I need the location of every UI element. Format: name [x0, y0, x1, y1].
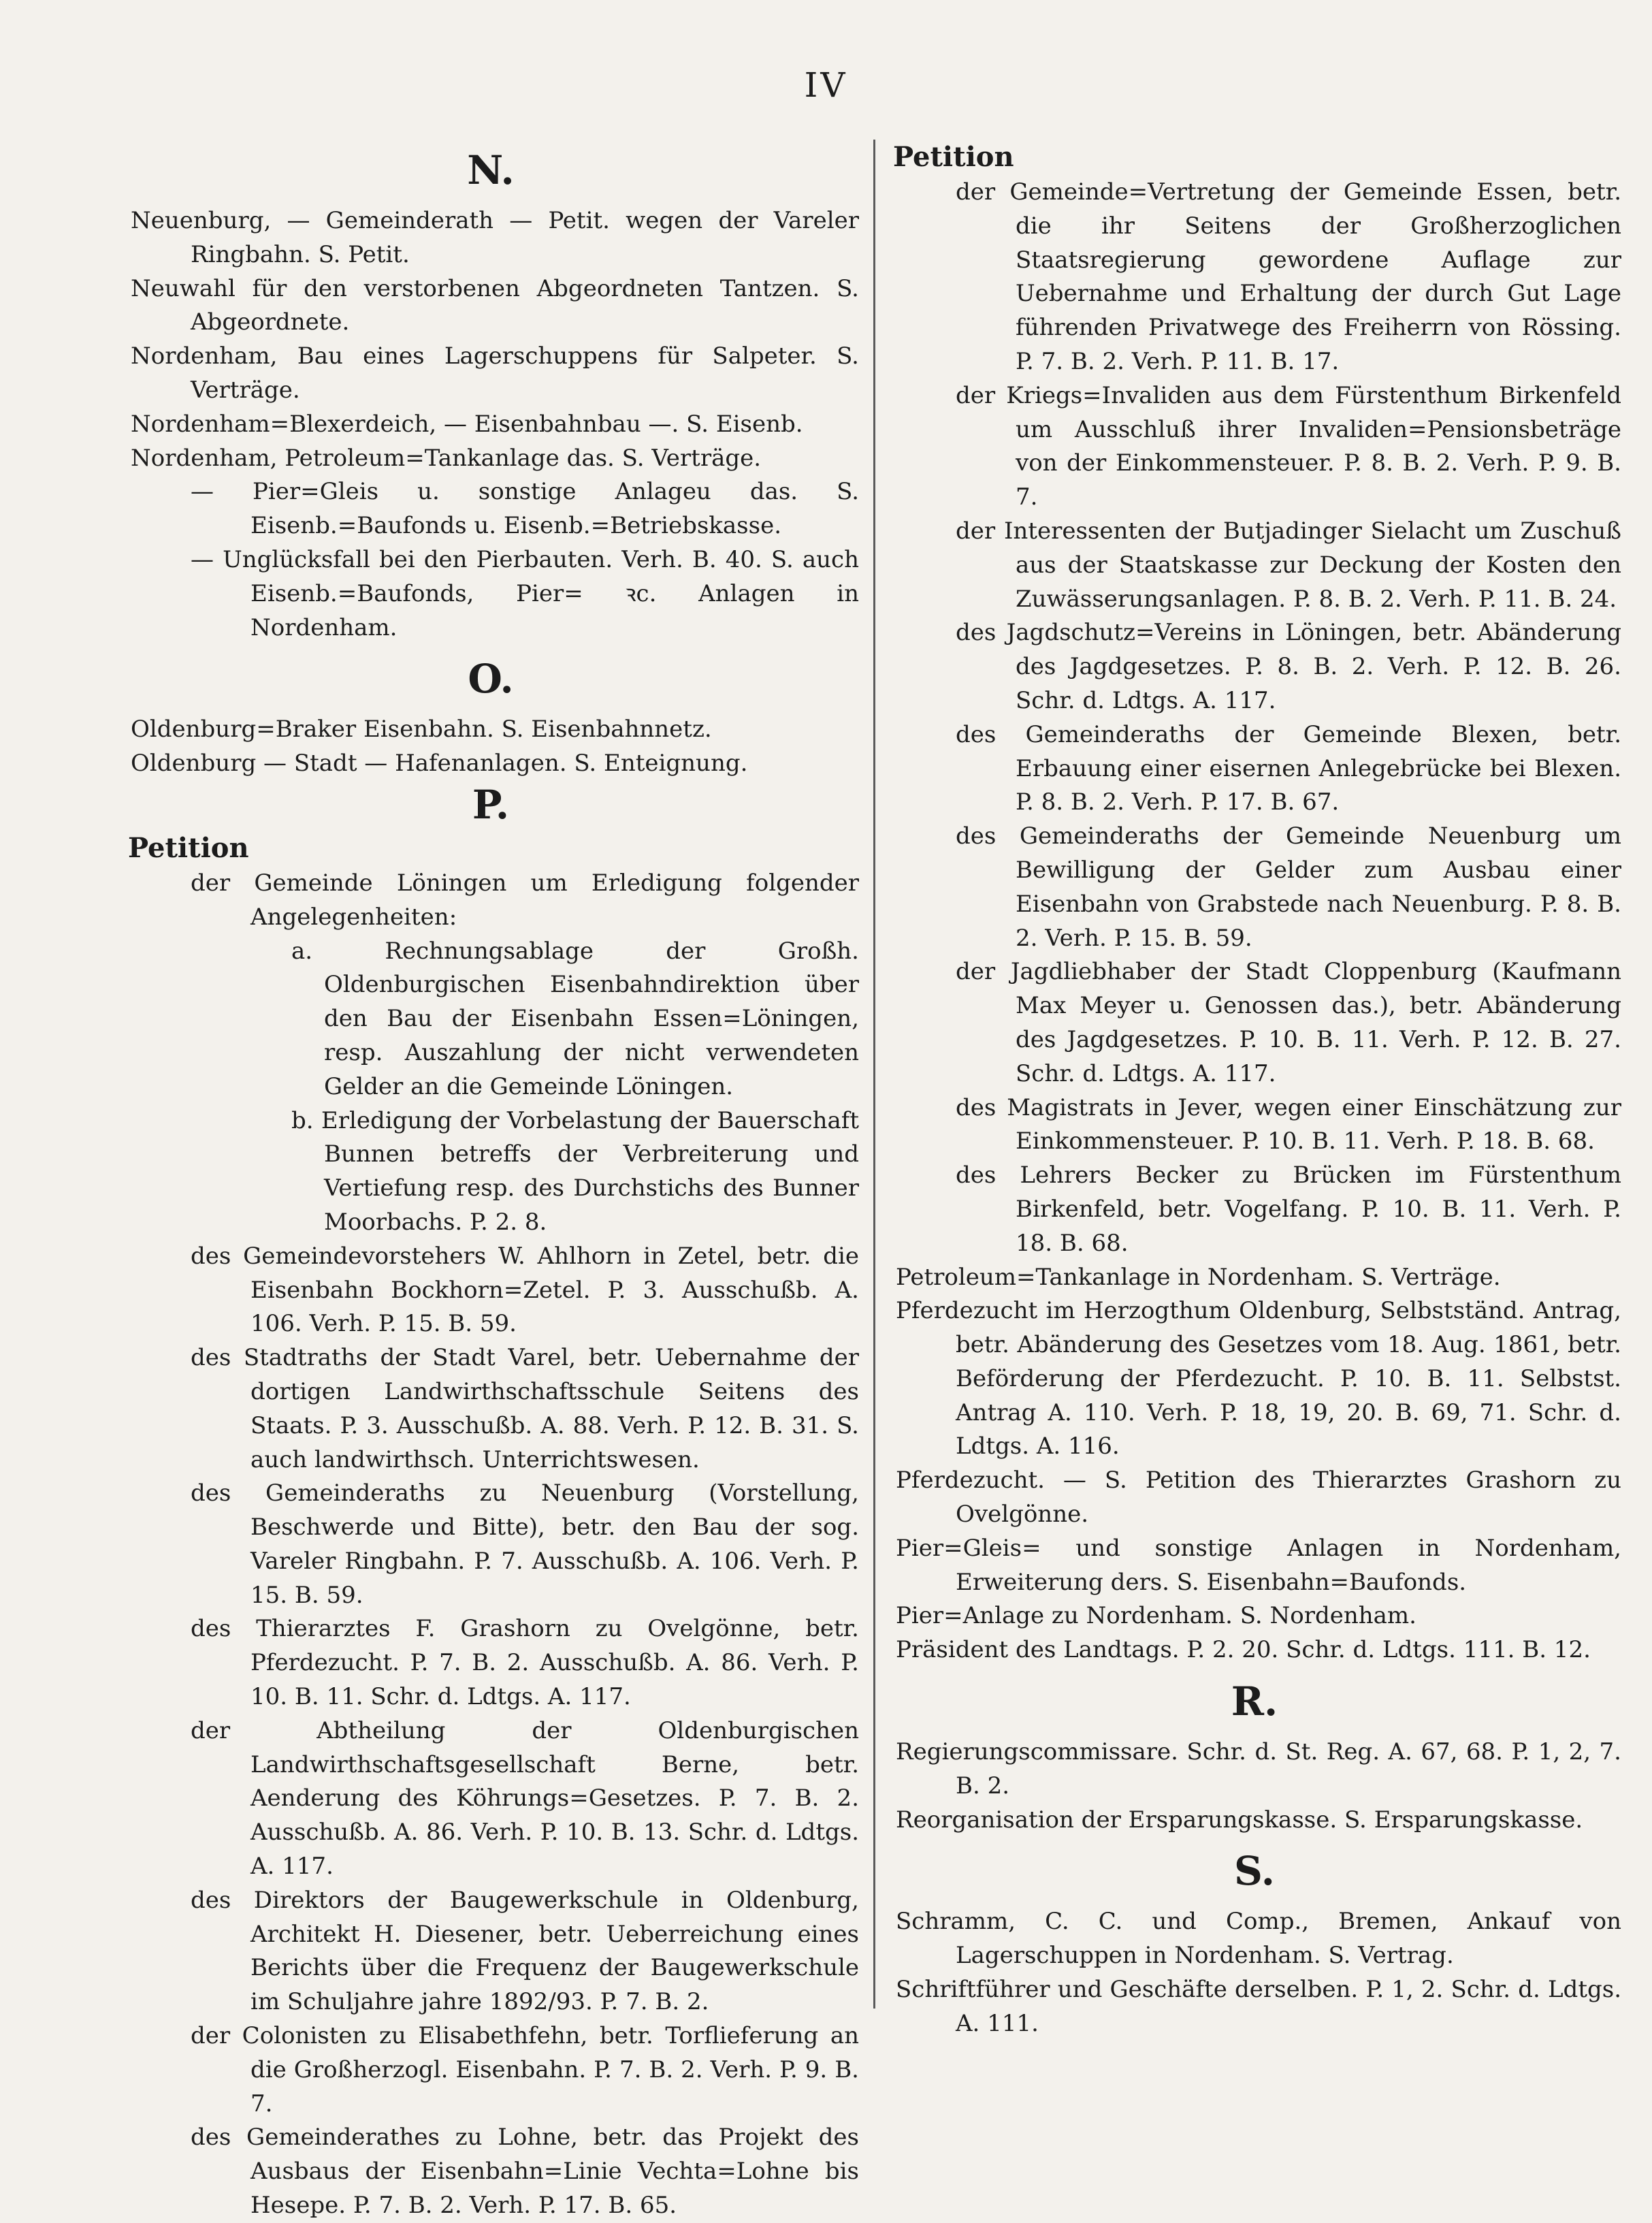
petition-entry: der Gemeinde Löningen um Erledigung folgender Angelegenheiten:: [191, 869, 859, 931]
petition-heading-continued: Petition: [893, 141, 1014, 173]
index-entry: Oldenburg=Braker Eisenbahn. S. Eisenbahnnetz.: [131, 716, 712, 743]
section-letter-n: N.: [467, 147, 515, 193]
petition-entry: der Colonisten zu Elisabethfehn, betr. Torflieferung an die Großherzogl. Eisenbahn. P. 7. B. 2. Verh. P. 9. B. 7.: [191, 2022, 859, 2117]
index-entry: Regierungscommissare. Schr. d. St. Reg. A. 67, 68. P. 1, 2, 7. B. 2.: [896, 1738, 1621, 1800]
petition-entry: der Interessenten der Butjadinger Sielacht um Zuschuß aus der Staatskasse zur Deckung der Kosten den Zuwässerungsanlagen. P. 8. B. 2. Verh. P. 11. B. 24.: [956, 517, 1621, 613]
index-entry: Pier=Gleis= und sonstige Anlagen in Nordenham, Erweiterung ders. S. Eisenbahn=Baufonds.: [896, 1534, 1621, 1596]
index-entry: Nordenham=Blexerdeich, — Eisenbahnbau —. S. Eisenb.: [131, 410, 803, 438]
petition-entry: des Thierarztes F. Grashorn zu Ovelgönne, betr. Pferdezucht. P. 7. B. 2. Ausschußb. A. 86. Verh. P. 10. B. 11. Schr. d. Ldtgs. A. 117.: [191, 1615, 859, 1711]
petition-subitem-a: a. Rechnungsablage der Großh. Oldenburgischen Eisenbahndirektion über den Bau der Eisenbahn Essen=Löningen, resp. Auszahlung der nicht verwendeten Gelder an die Gemeinde Löningen.: [291, 937, 859, 1100]
index-entry: Schriftführer und Geschäfte derselben. P. 1, 2. Schr. d. Ldtgs. A. 111.: [896, 1976, 1621, 2037]
petition-entry: der Gemeinde=Vertretung der Gemeinde Essen, betr. die ihr Seitens der Großherzoglichen Staatsregierung gewordene Auflage zur Uebernahme und Erhaltung der durch Gut Lage führenden Privatwege des Freiherrn von Rössing. P. 7. B. 2. Verh. P. 11. B. 17.: [956, 178, 1621, 375]
petition-entry: des Gemeinderaths der Gemeinde Neuenburg um Bewilligung der Gelder zum Ausbau einer Eisenbahn von Grabstede nach Neuenburg. P. 8. B. 2. Verh. P. 15. B. 59.: [956, 822, 1621, 952]
index-entry: Reorganisation der Ersparungskasse. S. Ersparungskasse.: [896, 1806, 1583, 1834]
petition-entry: der Kriegs=Invaliden aus dem Fürstenthum Birkenfeld um Ausschluß ihrer Invaliden=Pensionsbeträge von der Einkommensteuer. P. 8. B. 2. Verh. P. 9. B. 7.: [956, 381, 1621, 511]
petition-entry: des Gemeinderathes zu Lohne, betr. das Projekt des Ausbaus der Eisenbahn=Linie Vechta=Lohne bis Hesepe. P. 7. B. 2. Verh. P. 17. B. 65.: [191, 2124, 859, 2220]
petition-entry: des Stadtraths der Stadt Varel, betr. Uebernahme der dortigen Landwirthschaftsschule Seitens des Staats. P. 3. Ausschußb. A. 88. Verh. P. 12. B. 31. S. auch landwirthsch. Unterrichtswesen.: [191, 1344, 859, 1473]
petition-entry: des Lehrers Becker zu Brücken im Fürstenthum Birkenfeld, betr. Vogelfang. P. 10. B. 11. Verh. P. 18. B. 68.: [956, 1162, 1621, 1257]
index-subentry: — Pier=Gleis u. sonstige Anlageu das. S. Eisenb.=Baufonds u. Eisenb.=Betriebskasse.: [191, 478, 859, 540]
petition-heading: Petition: [128, 831, 249, 864]
petition-entry: der Jagdliebhaber der Stadt Cloppenburg (Kaufmann Max Meyer u. Genossen das.), betr. Abänderung des Jagdgesetzes. P. 10. B. 11. Verh. P. 12. B. 27. Schr. d. Ldtgs. A. 117.: [956, 958, 1621, 1087]
page-number: IV: [804, 65, 848, 105]
index-entry: Neuwahl für den verstorbenen Abgeordneten Tantzen. S. Abgeordnete.: [131, 274, 859, 336]
left-column: [123, 136, 859, 2223]
index-entry: Petroleum=Tankanlage in Nordenham. S. Verträge.: [896, 1263, 1501, 1291]
index-entry: Pier=Anlage zu Nordenham. S. Nordenham.: [896, 1602, 1416, 1630]
column-divider: [873, 140, 875, 2009]
index-entry: Neuenburg, — Gemeinderath — Petit. wegen der Vareler Ringbahn. S. Petit.: [131, 207, 859, 268]
petition-entry: des Gemeinderaths der Gemeinde Blexen, betr. Erbauung einer eisernen Anlegebrücke bei Blexen. P. 8. B. 2. Verh. P. 17. B. 67.: [956, 720, 1621, 816]
index-entry: Schramm, C. C. und Comp., Bremen, Ankauf von Lagerschuppen in Nordenham. S. Vertrag.: [896, 1908, 1621, 1970]
petition-entry: des Gemeinderaths zu Neuenburg (Vorstellung, Beschwerde und Bitte), betr. den Bau der sog. Vareler Ringbahn. P. 7. Ausschußb. A. 106. Verh. P. 15. B. 59.: [191, 1480, 859, 1609]
section-letter-s: S.: [1233, 1848, 1275, 1895]
petition-entry: des Gemeindevorstehers W. Ahlhorn in Zetel, betr. die Eisenbahn Bockhorn=Zetel. P. 3. Ausschußb. A. 106. Verh. P. 15. B. 59.: [191, 1242, 859, 1338]
section-letter-o: O.: [468, 656, 514, 703]
index-entry: Pferdezucht im Herzogthum Oldenburg, Selbstständ. Antrag, betr. Abänderung des Gesetzes vom 18. Aug. 1861, betr. Beförderung der Pferdezucht. P. 10. B. 11. Selbstst. Antrag A. 110. Verh. P. 18, 19, 20. B. 69, 71. Schr. d. Ldtgs. A. 116.: [896, 1297, 1621, 1460]
index-entry: Pferdezucht. — S. Petition des Thierarztes Grashorn zu Ovelgönne.: [896, 1467, 1621, 1529]
section-letter-p: P.: [472, 781, 510, 828]
petition-entry: des Magistrats in Jever, wegen einer Einschätzung zur Einkommensteuer. P. 10. B. 11. Verh. P. 18. B. 68.: [956, 1093, 1621, 1155]
section-letter-r: R.: [1231, 1678, 1278, 1725]
index-subentry: — Unglücksfall bei den Pierbauten. Verh. B. 40. S. auch Eisenb.=Baufonds, Pier= ꝛc. Anlagen in Nordenham.: [191, 545, 859, 641]
petition-entry: der Abtheilung der Oldenburgischen Landwirthschaftsgesellschaft Berne, betr. Aenderung des Köhrungs=Gesetzes. P. 7. B. 2. Ausschußb. A. 86. Verh. P. 10. B. 13. Schr. d. Ldtgs. A. 117.: [191, 1716, 859, 1881]
index-entry: Nordenham, Petroleum=Tankanlage das. S. Verträge.: [131, 444, 762, 472]
petition-entry: des Direktors der Baugewerkschule in Oldenburg, Architekt H. Diesener, betr. Ueberreichung eines Berichts über die Frequenz der Baugewerkschule im Schuljahre jahre 1892/93. P. 7. B. 2.: [191, 1886, 859, 2016]
petition-entry: des Jagdschutz=Vereins in Löningen, betr. Abänderung des Jagdgesetzes. P. 8. B. 2. Verh. P. 12. B. 26. Schr. d. Ldtgs. A. 117.: [956, 619, 1621, 714]
right-column: [888, 136, 1621, 2041]
index-entry: Nordenham, Bau eines Lagerschuppens für Salpeter. S. Verträge.: [131, 342, 859, 404]
index-entry: Präsident des Landtags. P. 2. 20. Schr. d. Ldtgs. 111. B. 12.: [896, 1636, 1591, 1664]
index-entry: Oldenburg — Stadt — Hafenanlagen. S. Enteignung.: [131, 750, 748, 778]
petition-subitem-b: b. Erledigung der Vorbelastung der Bauerschaft Bunnen betreffs der Verbreiterung und Vertiefung resp. des Durchstichs des Bunner Moorbachs. P. 2. 8.: [291, 1106, 859, 1236]
